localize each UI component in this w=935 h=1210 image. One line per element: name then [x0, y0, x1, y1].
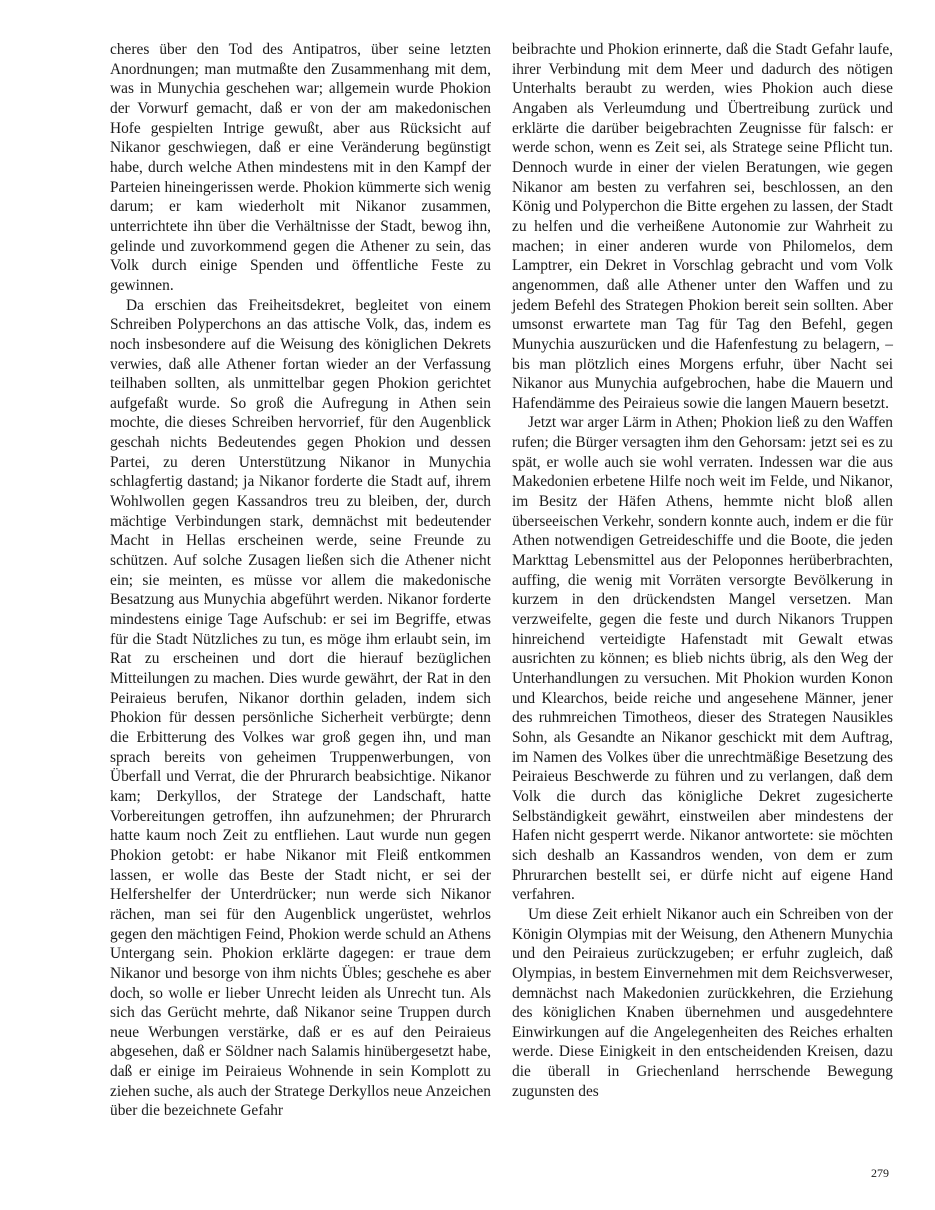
text-column-right	[512, 40, 893, 1101]
text-column-left	[110, 40, 491, 1121]
paragraph: Jetzt war arger Lärm in Athen; Phokion ließ zu den Waffen rufen; die Bürger versagten ihm den Gehorsam: jetzt sei es zu spät, er wolle auch sie wohl verraten. Indessen war die aus Makedonien erbetene Hilfe noch weit im Felde, und Nikanor, im Besitz der Häfen Athens, hemmte nicht bloß allen überseeischen Verkehr, sondern konnte auch, indem er die für Athen notwendigen Getreideschiffe und die Boote, die jeden Markttag Lebensmittel aus der Peloponnes herüberbrachten, auffing, die wenig mit Vorräten versorgte Bevölkerung in kurzem in den drückendsten Mangel versetzen. Man verzweifelte, gegen die feste und durch Nikanors Truppen hinreichend verteidigte Hafenstadt mit Gewalt etwas ausrichten zu können; es blieb nichts übrig, als den Weg der Unterhandlungen zu versuchen. Mit Phokion wurden Konon und Klearchos, beide reiche und angesehene Männer, jener des ruhmreichen Timotheos, dieser des Strategen Nausikles Sohn, als Gesandte an Nikanor geschickt mit dem Auftrag, im Namen des Volkes über die unrechtmäßige Besetzung des Peiraieus Beschwerde zu führen und zu verlangen, daß dem Volk die durch das königliche Dekret zugesicherte Selbständigkeit gewährt, einstweilen aber mindestens der Hafen nicht gesperrt werde. Nikanor antwortete: sie möchten sich deshalb an Kassandros wenden, von dem er zum Phrurarchen bestellt sei, er dürfe nicht auf eigene Hand verfahren.	[512, 414, 893, 904]
paragraph: Um diese Zeit erhielt Nikanor auch ein Schreiben von der Königin Olympias mit der Weisung, den Athenern Munychia und den Peiraieus zurückzugeben; er erfuhr zugleich, daß Olympias, in bestem Einvernehmen mit dem Reichsverweser, demnächst nach Makedonien zurückkehren, die Erziehung des königlichen Knaben übernehmen und ausgedehntere Einwirkungen auf die Angelegenheiten des Reiches erhalten werde. Diese Einigkeit in den entscheidenden Kreisen, dazu die überall in Griechenland herrschende Bewegung zugunsten des	[512, 905, 893, 1100]
paragraph: cheres über den Tod des Antipatros, über seine letzten Anordnungen; man mutmaßte den Zusammenhang mit dem, was in Munychia geschehen war; allgemein wurde Phokion der Vorwurf gemacht, daß er von der am makedonischen Hofe gespielten Intrige gewußt, aber aus Rücksicht auf Nikanor geschwiegen, daß er eine Veränderung begünstigt habe, durch welche Athen mindestens mit in den Kampf der Parteien hineingerissen werde. Phokion kümmerte sich wenig darum; er kam wiederholt mit Nikanor zusammen, unterrichtete ihn über die Verhältnisse der Stadt, bewog ihn, gelinde und zuvorkommend gegen die Athener zu sein, das Volk durch einige Spenden und öffentliche Feste zu gewinnen.	[110, 41, 491, 294]
paragraph: beibrachte und Phokion erinnerte, daß die Stadt Gefahr laufe, ihrer Verbindung mit dem Meer und dadurch des nötigen Unterhalts beraubt zu werden, wies Phokion auch diese Angaben als Verleumdung und Übertreibung zurück und erklärte die darüber beigebrachten Zeugnisse für falsch: er werde schon, wenn es Zeit sei, als Stratege seine Pflicht tun. Dennoch wurde in einer der vielen Beratungen, wie gegen Nikanor am besten zu verfahren sei, beschlossen, an den König und Polyperchon die Bitte ergehen zu lassen, der Stadt zu helfen und die verheißene Autonomie zur Wahrheit zu machen; in einer anderen wurde von Philomelos, dem Lamptrer, ein Dekret in Vorschlag gebracht und vom Volk angenommen, daß alle Athener unter den Waffen und zu jedem Befehl des Strategen Phokion bereit sein sollten. Aber umsonst erwartete man Tag für Tag den Befehl, gegen Munychia auszurücken und die Hafenfestung zu belagern, – bis man plötzlich eines Morgens erfuhr, über Nacht sei Nikanor aus Munychia aufgebrochen, habe die Mauern und Hafendämme des Peiraieus sowie die langen Mauern besetzt.	[512, 41, 893, 412]
paragraph: Da erschien das Freiheitsdekret, begleitet von einem Schreiben Polyperchons an das attische Volk, das, indem es noch insbesondere auf die Weisung des königlichen Dekrets verwies, daß alle Athener fortan wieder an der Verfassung teilhaben sollten, als unmittelbar gegen Phokion gerichtet aufgefaßt wurde. So groß die Aufregung in Athen sein mochte, die dieses Schreiben hervorrief, für den Augenblick geschah nichts Bedeutendes gegen Phokion und dessen Partei, zu deren Unterstützung Nikanor in Munychia schlagfertig dastand; ja Nikanor forderte die Stadt auf, ihrem Wohlwollen gegen Kassandros treu zu bleiben, der, durch mächtige Verbindungen stark, demnächst mit bedeutender Macht in Hellas erscheinen werde, seine Freunde zu schützen. Auf solche Zusagen ließen sich die Athener nicht ein; sie meinten, es müsse vor allem die makedonische Besatzung aus Munychia abgeführt werden. Nikanor forderte mindestens einige Tage Aufschub: er sei im Begriffe, etwas für die Stadt Nützliches zu tun, es möge ihm erlaubt sein, im Rat zu erscheinen und dort die hierauf bezüglichen Mitteilungen zu machen. Dies wurde gewährt, der Rat in den Peiraieus berufen, Nikanor dorthin geladen, indem sich Phokion für dessen persönliche Sicherheit verbürgte; denn die Erbitterung des Volkes war groß gegen ihn, und man sprach bereits von geheimen Truppenwerbungen, von Überfall und Verrat, die der Phrurarch beabsichtige. Nikanor kam; Derkyllos, der Stratege der Landschaft, hatte Vorbereitungen getroffen, ihn aufzunehmen; der Phrurarch hatte kaum noch Zeit zu entfliehen. Laut wurde nun gegen Phokion getobt: er habe Nikanor mit Fleiß entkommen lassen, er wolle das Beste der Stadt nicht, er sei der Helfershelfer der Unterdrücker; nun werde sich Nikanor rächen, man sei für den Augenblick ungerüstet, wehrlos gegen den mächtigen Feind, Phokion werde schuld an Athens Untergang sein. Phokion erklärte dagegen: er traue dem Nikanor und besorge von ihm nichts Übles; geschehe es aber doch, so wolle er lieber Unrecht leiden als Unrecht tun. Als sich das Gerücht mehrte, daß Nikanor seine Truppen durch neue Werbungen verstärke, daß er es auf den Peiraieus abgesehen, daß er Söldner nach Salamis hinübergesetzt habe, daß er einige im Peiraieus Wohnende in sein Komplott zu ziehen suche, als auch der Stratege Derkyllos neue Anzeichen über die bezeichnete Gefahr	[110, 296, 491, 1120]
page-number: 279	[871, 1166, 889, 1180]
